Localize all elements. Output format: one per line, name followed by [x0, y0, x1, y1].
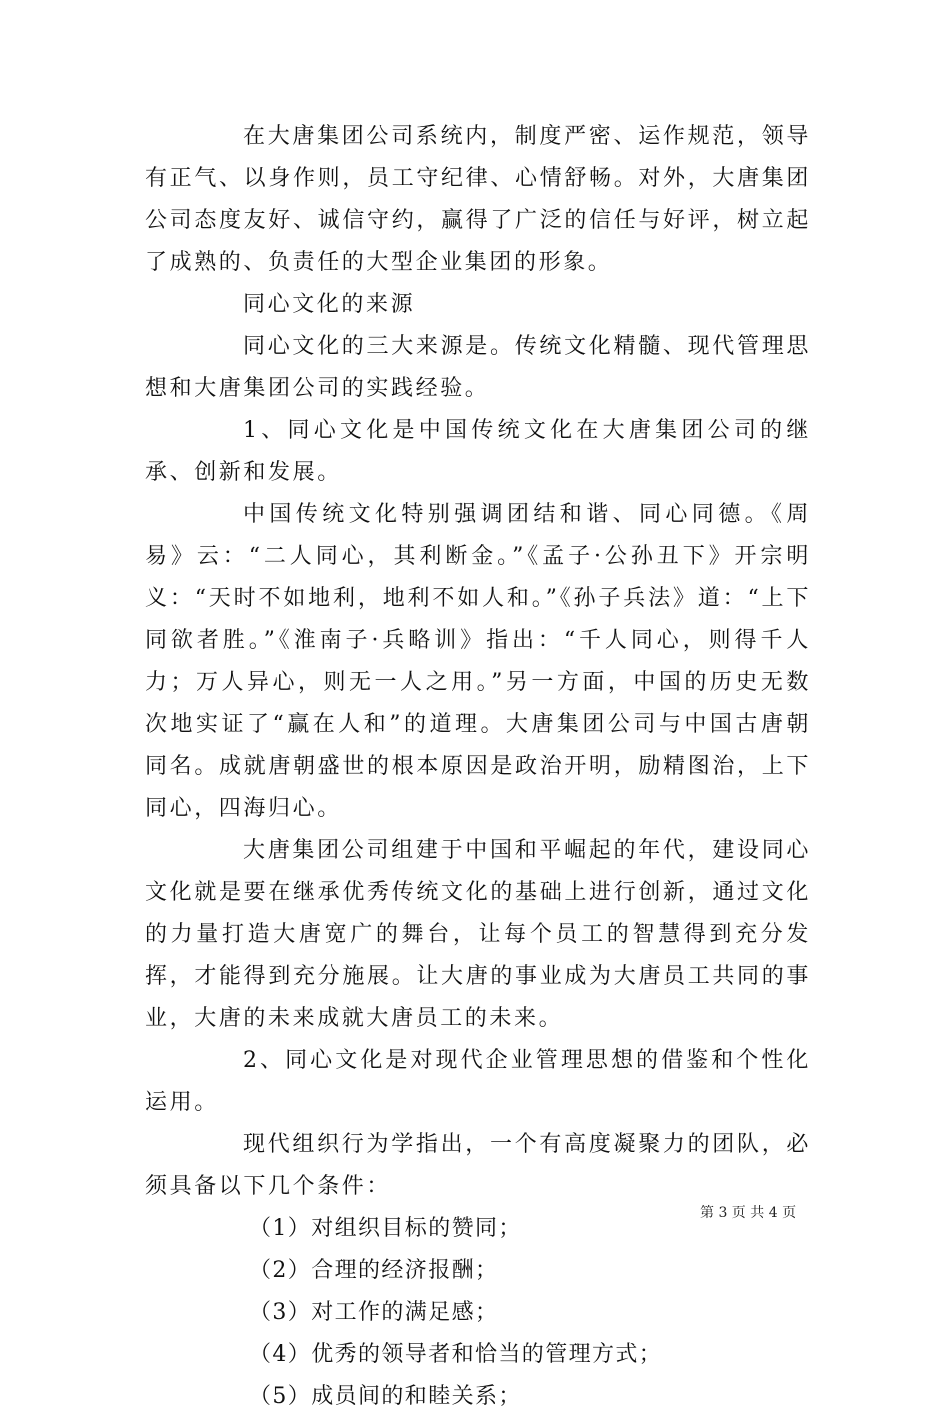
list-item: （5）成员间的和睦关系； — [249, 1384, 522, 1409]
paragraph-traditional-culture: 中国传统文化特别强调团结和谐、同心同德。《周易》云：“二人同心，其利断金。”《孟子·公孙丑下》开宗明义：“天时不如地利，地利不如人和。”《孙子兵法》道：“上下同欲者胜。”《淮南子·兵略训》指出：“千人同心，则得千人力；万人异心，则无一人之用。”另一方面，中国的历史无数次地实证了“赢在人和”的道理。大唐集团公司与中国古唐朝同名。成就唐朝盛世的根本原因是政治开明，励精图治，上下同心，四海归心。 — [145, 502, 811, 821]
paragraph-company-founding: 大唐集团公司组建于中国和平崛起的年代，建设同心文化就是要在继承优秀传统文化的基础上进行创新，通过文化的力量打造大唐宽广的舞台，让每个员工的智慧得到充分发挥，才能得到充分施展。让大唐的事业成为大唐员工共同的事业，大唐的未来成就大唐员工的未来。 — [145, 838, 811, 1031]
page-number: 第 3 页 共 4 页 — [700, 1205, 797, 1221]
point-2-heading: 2、同心文化是对现代企业管理思想的借鉴和个性化运用。 — [145, 1048, 811, 1115]
document-body — [145, 116, 811, 1418]
list-item: （3）对工作的满足感； — [249, 1300, 499, 1325]
paragraph-three-sources: 同心文化的三大来源是。传统文化精髓、现代管理思想和大唐集团公司的实践经验。 — [145, 334, 811, 401]
section-heading-culture-source: 同心文化的来源 — [243, 292, 416, 317]
list-item: （1）对组织目标的赞同； — [249, 1216, 522, 1241]
paragraph-company-image: 在大唐集团公司系统内，制度严密、运作规范，领导有正气、以身作则，员工守纪律、心情舒畅。对外，大唐集团公司态度友好、诚信守约，赢得了广泛的信任与好评，树立起了成熟的、负责任的大型企业集团的形象。 — [145, 124, 811, 275]
point-1-heading: 1、同心文化是中国传统文化在大唐集团公司的继承、创新和发展。 — [145, 418, 811, 485]
list-item: （4）优秀的领导者和恰当的管理方式； — [249, 1342, 663, 1367]
list-item: （2）合理的经济报酬； — [249, 1258, 499, 1283]
paragraph-cohesion-conditions: 现代组织行为学指出，一个有高度凝聚力的团队，必须具备以下几个条件： — [145, 1132, 811, 1199]
conditions-list — [145, 1208, 811, 1418]
